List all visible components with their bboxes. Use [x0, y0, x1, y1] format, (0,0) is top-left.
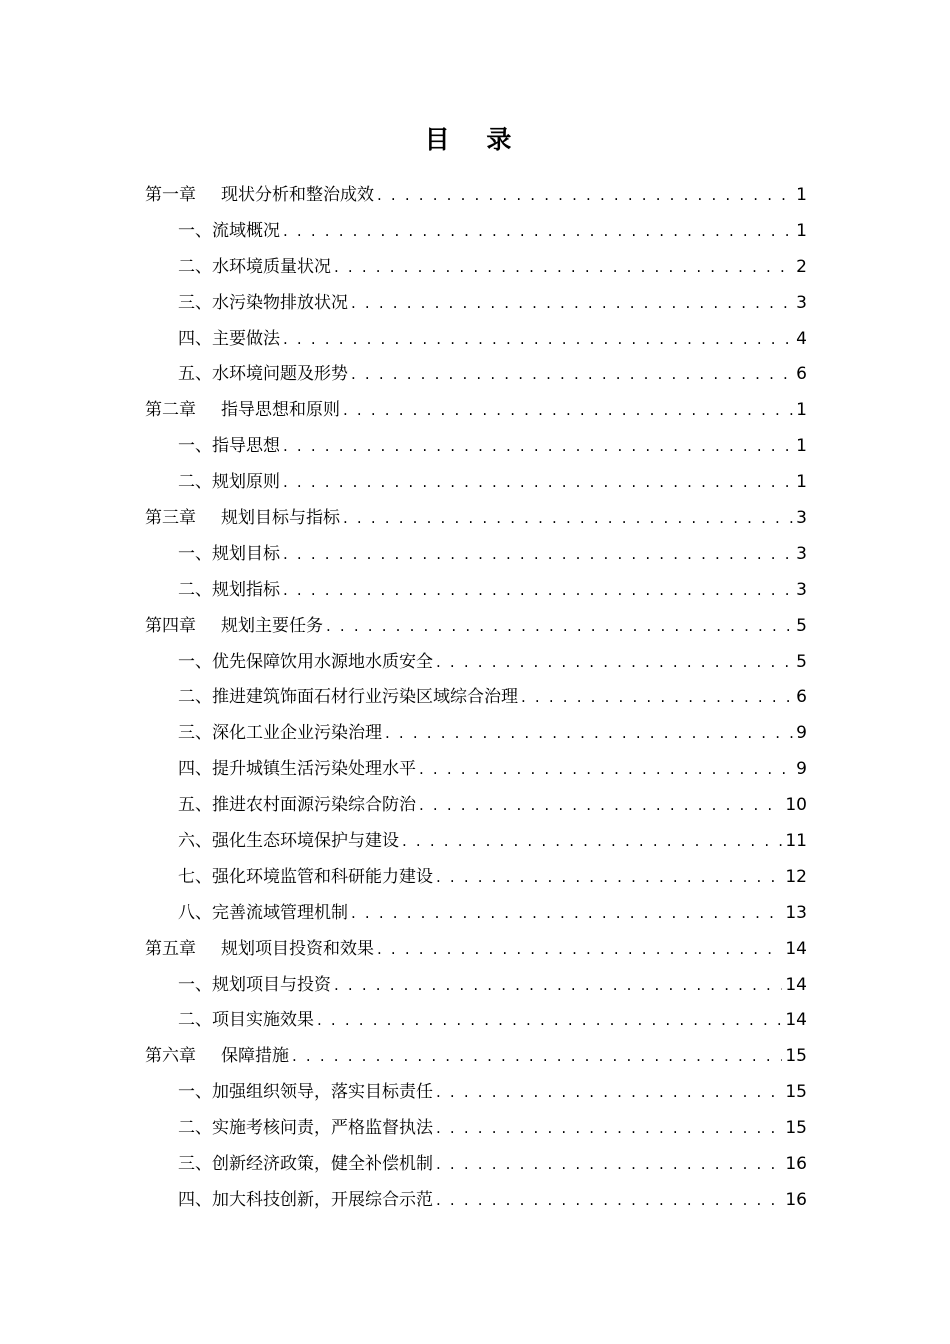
- toc-section-title: 三、深化工业企业污染治理: [178, 723, 382, 744]
- toc-section-entry[interactable]: [145, 788, 807, 824]
- toc-section-title: 四、主要做法: [178, 328, 280, 349]
- toc-section-title: 二、推进建筑饰面石材行业污染区域综合治理: [178, 687, 518, 708]
- dot-leader: [283, 322, 793, 358]
- toc-entry-label: [178, 357, 348, 393]
- dot-leader: [283, 465, 793, 501]
- toc-page-number: 15: [785, 1046, 807, 1067]
- toc-chapter-title: 指导思想和原则: [221, 400, 340, 421]
- dot-leader: [283, 537, 793, 573]
- dot-leader: [402, 824, 782, 860]
- dot-leader: [343, 501, 793, 537]
- toc-chapter-title: 现状分析和整治成效: [221, 185, 374, 205]
- toc-page-number: 9: [796, 723, 807, 744]
- toc-page-number: 1: [796, 436, 807, 457]
- toc-section-entry[interactable]: [145, 1075, 807, 1111]
- toc-section-entry[interactable]: [145, 860, 807, 896]
- toc-entry-label: [178, 860, 433, 896]
- dot-leader: [317, 1003, 782, 1039]
- toc-entry-label: [178, 824, 399, 860]
- toc-section-title: 六、强化生态环境保护与建设: [178, 831, 399, 852]
- toc-section-title: 三、水污染物排放状况: [178, 292, 348, 313]
- toc-section-title: 二、规划原则: [178, 472, 280, 493]
- toc-section-title: 一、优先保障饮用水源地水质安全: [178, 651, 433, 672]
- toc-chapter-number: 第四章: [145, 615, 196, 636]
- toc-page-number: 1: [796, 400, 807, 421]
- dot-leader: [436, 1147, 782, 1183]
- toc-entry-label: [178, 1147, 433, 1183]
- toc-page-number: 5: [796, 615, 807, 636]
- toc-page-number: 14: [785, 1010, 807, 1031]
- toc-page-number: 3: [796, 543, 807, 564]
- dot-leader: [283, 214, 793, 250]
- toc-entry-label: [178, 680, 518, 716]
- toc-entry-label: [178, 537, 280, 573]
- toc-chapter-number: 第二章: [145, 400, 196, 421]
- toc-entry-label: [178, 214, 280, 250]
- dot-leader: [334, 250, 793, 286]
- toc-page-number: 16: [785, 1189, 807, 1210]
- toc-section-entry[interactable]: [145, 429, 807, 465]
- toc-section-title: 二、规划指标: [178, 579, 280, 600]
- dot-leader: [436, 1075, 782, 1111]
- toc-section-title: 二、项目实施效果: [178, 1010, 314, 1031]
- toc-chapter-number: 第三章: [145, 508, 196, 529]
- toc-entry-label: [145, 1039, 289, 1075]
- toc-page-number: 15: [785, 1118, 807, 1139]
- toc-entry-label: [178, 1075, 433, 1111]
- toc-section-title: 一、规划项目与投资: [178, 974, 331, 995]
- dot-leader: [292, 1039, 782, 1075]
- toc-entry-label: [178, 286, 348, 322]
- table-of-contents: [145, 178, 807, 1219]
- toc-chapter-entry[interactable]: [145, 501, 807, 537]
- toc-chapter-number: 第六章: [145, 1046, 196, 1067]
- toc-section-entry[interactable]: [145, 1183, 807, 1219]
- toc-entry-label: [178, 429, 280, 465]
- dot-leader: [385, 716, 793, 752]
- toc-entry-label: [178, 322, 280, 358]
- toc-section-entry[interactable]: [145, 680, 807, 716]
- dot-leader: [351, 286, 793, 322]
- dot-leader: [283, 429, 793, 465]
- dot-leader: [351, 896, 782, 932]
- toc-section-title: 一、指导思想: [178, 436, 280, 457]
- toc-entry-label: [178, 573, 280, 609]
- dot-leader: [377, 178, 793, 214]
- toc-section-entry[interactable]: [145, 322, 807, 358]
- dot-leader: [436, 860, 782, 896]
- toc-page-number: 6: [796, 364, 807, 385]
- toc-page-number: 3: [796, 579, 807, 600]
- toc-page-number: 9: [796, 759, 807, 780]
- toc-page-number: 10: [785, 795, 807, 816]
- toc-section-entry[interactable]: [145, 645, 807, 681]
- toc-page-number: 14: [785, 938, 807, 959]
- toc-page-number: 2: [796, 256, 807, 277]
- toc-entry-label: [145, 932, 374, 968]
- toc-entry-label: [145, 393, 340, 429]
- toc-section-entry[interactable]: [145, 1111, 807, 1147]
- toc-page-number: 3: [796, 508, 807, 529]
- toc-chapter-entry[interactable]: [145, 932, 807, 968]
- toc-entry-label: [178, 645, 433, 681]
- dot-leader: [419, 752, 793, 788]
- dot-leader: [334, 968, 782, 1004]
- dot-leader: [419, 788, 782, 824]
- toc-entry-label: [178, 788, 416, 824]
- toc-section-entry[interactable]: [145, 357, 807, 393]
- toc-page-number: 14: [785, 974, 807, 995]
- toc-page-number: 12: [785, 866, 807, 887]
- toc-page-number: 15: [785, 1082, 807, 1103]
- toc-chapter-title: 规划目标与指标: [221, 508, 340, 529]
- dot-leader: [351, 357, 793, 393]
- toc-section-title: 二、实施考核问责，严格监督执法: [178, 1118, 433, 1139]
- toc-section-title: 四、加大科技创新，开展综合示范: [178, 1189, 433, 1210]
- toc-page-number: 1: [796, 472, 807, 493]
- toc-entry-label: [178, 716, 382, 752]
- toc-page-number: 5: [796, 651, 807, 672]
- toc-page-number: 3: [796, 292, 807, 313]
- toc-entry-label: [145, 609, 323, 645]
- toc-entry-label: [178, 250, 331, 286]
- toc-section-title: 一、流域概况: [178, 220, 280, 241]
- toc-section-entry[interactable]: [145, 824, 807, 860]
- toc-chapter-entry[interactable]: [145, 178, 807, 214]
- toc-section-entry[interactable]: [145, 896, 807, 932]
- dot-leader: [436, 1111, 782, 1147]
- toc-section-title: 一、规划目标: [178, 543, 280, 564]
- dot-leader: [436, 1183, 782, 1219]
- toc-page-number: 13: [785, 902, 807, 923]
- toc-section-entry[interactable]: [145, 465, 807, 501]
- toc-section-entry[interactable]: [145, 1003, 807, 1039]
- toc-entry-label: [178, 752, 416, 788]
- toc-entry-label: [145, 178, 374, 214]
- toc-entry-label: [178, 896, 348, 932]
- dot-leader: [326, 609, 793, 645]
- toc-entry-label: [178, 1111, 433, 1147]
- dot-leader: [343, 393, 793, 429]
- toc-section-entry[interactable]: [145, 286, 807, 322]
- toc-section-entry[interactable]: [145, 214, 807, 250]
- toc-section-title: 五、推进农村面源污染综合防治: [178, 795, 416, 816]
- dot-leader: [283, 573, 793, 609]
- toc-page-number: 16: [785, 1154, 807, 1175]
- dot-leader: [521, 680, 793, 716]
- toc-entry-label: [178, 465, 280, 501]
- toc-section-title: 七、强化环境监管和科研能力建设: [178, 866, 433, 887]
- toc-chapter-entry[interactable]: [145, 393, 807, 429]
- dot-leader: [436, 645, 793, 681]
- toc-page-number: 1: [796, 185, 807, 205]
- toc-section-entry[interactable]: [145, 537, 807, 573]
- toc-page-number: 4: [796, 328, 807, 349]
- toc-section-title: 二、水环境质量状况: [178, 256, 331, 277]
- toc-section-entry[interactable]: [145, 1147, 807, 1183]
- toc-section-title: 五、水环境问题及形势: [178, 364, 348, 385]
- toc-page-number: 11: [785, 831, 807, 852]
- toc-chapter-number: 第五章: [145, 938, 196, 959]
- toc-page-number: 1: [796, 220, 807, 241]
- dot-leader: [377, 932, 782, 968]
- toc-page-number: 6: [796, 687, 807, 708]
- page-title: 目 录: [424, 125, 526, 154]
- toc-entry-label: [178, 1003, 314, 1039]
- toc-section-entry[interactable]: [145, 250, 807, 286]
- toc-chapter-entry[interactable]: [145, 609, 807, 645]
- toc-section-entry[interactable]: [145, 752, 807, 788]
- toc-section-entry[interactable]: [145, 716, 807, 752]
- toc-entry-label: [178, 968, 331, 1004]
- toc-section-title: 四、提升城镇生活污染处理水平: [178, 759, 416, 780]
- toc-section-title: 八、完善流域管理机制: [178, 902, 348, 923]
- toc-entry-label: [145, 501, 340, 537]
- toc-entry-label: [178, 1183, 433, 1219]
- toc-chapter-title: 规划主要任务: [221, 615, 323, 636]
- toc-section-title: 三、创新经济政策，健全补偿机制: [178, 1154, 433, 1175]
- toc-chapter-entry[interactable]: [145, 1039, 807, 1075]
- toc-chapter-title: 保障措施: [221, 1046, 289, 1067]
- toc-chapter-title: 规划项目投资和效果: [221, 938, 374, 959]
- toc-section-title: 一、加强组织领导，落实目标责任: [178, 1082, 433, 1103]
- toc-chapter-number: 第一章: [145, 185, 196, 205]
- toc-section-entry[interactable]: [145, 573, 807, 609]
- toc-section-entry[interactable]: [145, 968, 807, 1004]
